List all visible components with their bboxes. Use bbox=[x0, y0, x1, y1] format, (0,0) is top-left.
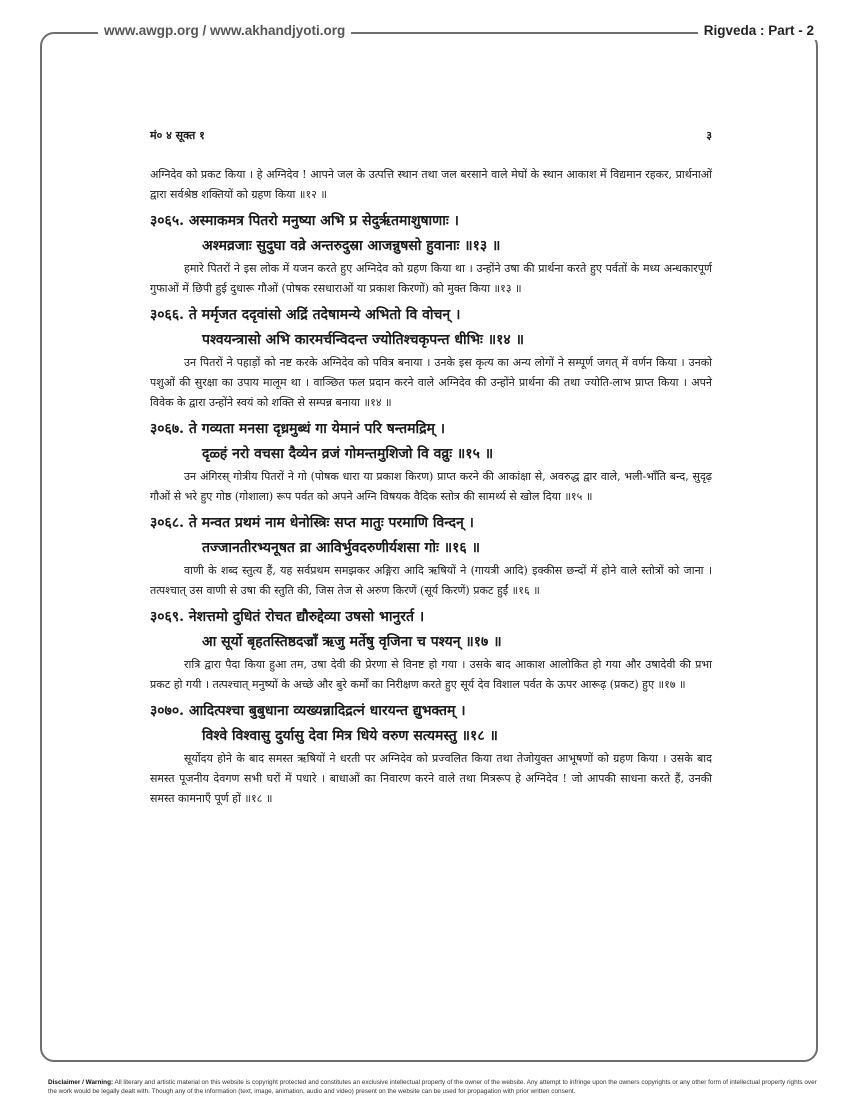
verse-line-2: अश्मव्रजाः सुदुघा वव्रे अन्तरुदुस्रा आजन्नुषसो हुवानाः ॥१३ ॥ bbox=[202, 238, 501, 254]
mandala-sukta-label: मं० ४ सूक्त १ bbox=[150, 129, 205, 142]
book-title-header: Rigveda : Part - 2 bbox=[698, 22, 820, 40]
translation-3070: सूर्योदय होने के बाद समस्त ऋषियों ने धरती पर अग्निदेव को प्रज्वलित किया तथा तेजोयुक्त आभूषणों को ग्रहण किया । उसके बाद समस्त पूजनीय देवगण सभी घरों में पधारे । बाधाओं का निवारण करने वाले तथा मित्ररूप हे अग्निदेव ! जो आपकी साधना करते हैं, उनकी समस्त कामनाएँ पूर्ण हों ॥१८ ॥ bbox=[150, 752, 712, 805]
verse-line-2: विश्वे विश्वासु दुर्यासु देवा मित्र धिये वरुण सत्यमस्तु ॥१८ ॥ bbox=[202, 728, 498, 744]
verse-line-2: दृळ्हं नरो वचसा दैव्येन व्रजं गोमन्तमुशिजो वि वव्रुः ॥१५ ॥ bbox=[202, 446, 494, 462]
verse-3069 bbox=[150, 605, 712, 655]
page-number: ३ bbox=[706, 129, 712, 142]
verse-3068 bbox=[150, 511, 712, 561]
verse-line-2: आ सूर्यो बृहतस्तिष्ठदज्राँ ऋजु मर्तेषु वृजिना च पश्यन् ॥१७ ॥ bbox=[202, 634, 502, 650]
disclaimer bbox=[48, 1078, 820, 1096]
disclaimer-text: All literary and artistic material on this website is copyright protected and constitutes an exclusive intellectual property of the owner of the website. Any attempt to infringe upon the owners copyrights or any other form of intellectual property rights over the work would be legally dealt with. Though any of the information (text, image, animation, audio and video) present on the website can be used for propagation with prior written consent. bbox=[48, 1079, 817, 1095]
translation-3069: रात्रि द्वारा पैदा किया हुआ तम, उषा देवी की प्रेरणा से विनष्ट हो गया । उसके बाद आकाश आलोकित हो गया और उषादेवी की प्रभा प्रकट हो गयी । तत्पश्चात् मनुष्यों के अच्छे और बुरे कर्मों का निरीक्षण करते हुए सूर्य देव विशाल पर्वत के ऊपर आरूढ़ (प्रकट) हुए ॥१७ ॥ bbox=[150, 658, 712, 691]
intro-paragraph: अग्निदेव को प्रकट किया । हे अग्निदेव ! आपने जल के उत्पत्ति स्थान तथा जल बरसाने वाले मेघों के स्थान आकाश में विद्यमान रहकर, प्रार्थनाओं द्वारा सर्वश्रेष्ठ शक्तियों को ग्रहण किया ॥१२ ॥ bbox=[150, 168, 712, 201]
running-head bbox=[150, 128, 712, 143]
translation-3066: उन पितरों ने पहाड़ों को नष्ट करके अग्निदेव को पवित्र बनाया । उनके इस कृत्य का अन्य लोगों ने सम्पूर्ण जगत् में वर्णन किया । उनको पशुओं की सुरक्षा का उपाय मालूम था । वाञ्छित फल प्रदान करने वाले अग्निदेव की उन्होंने प्रार्थना की तथा ज्योति-लाभ प्राप्त किया । अपने विवेक के द्वारा उन्होंने स्वयं को शक्ति से सम्पन्न बनाया ॥१४ ॥ bbox=[150, 356, 712, 409]
verse-3065 bbox=[150, 209, 712, 259]
verse-line-1: ३०६६. ते मर्मृजत ददृवांसो अद्रिं तदेषामन्ये अभितो वि वोचन् । bbox=[150, 307, 461, 323]
verse-3070 bbox=[150, 699, 712, 749]
verse-line-1: ३०६९. नेशत्तमो दुधितं रोचत द्यौरुद्देव्या उषसो भानुरर्त । bbox=[150, 609, 425, 625]
translation-3068: वाणी के शब्द स्तुत्य हैं, यह सर्वप्रथम समझकर अङ्गिरा आदि ऋषियों ने (गायत्री आदि) इक्कीस छन्दों में होने वाले स्तोत्रों को जाना । तत्पश्चात् उस वाणी से उषा की स्तुति की, जिस तेज से अरुण किरणें (सूर्य किरणें) प्रकट हुईं ॥१६ ॥ bbox=[150, 564, 712, 597]
verse-3066 bbox=[150, 303, 712, 353]
verse-line-1: ३०६५. अस्माकमत्र पितरो मनुष्या अभि प्र सेदुर्ऋतमाशुषाणाः । bbox=[150, 213, 459, 229]
translation-3065: हमारे पितरों ने इस लोक में यजन करते हुए अग्निदेव को ग्रहण किया था । उन्होंने उषा की प्रार्थना करते हुए पर्वतों के मध्य अन्धकारपूर्ण गुफाओं में छिपी हुई दुधारू गौओं (पोषक रसधाराओं या प्रकाश किरणों) को मुक्त किया ॥१३ ॥ bbox=[150, 262, 712, 295]
disclaimer-label: Disclaimer / Warning: bbox=[48, 1079, 114, 1086]
verse-line-1: ३०७०. आदित्पश्चा बुबुधाना व्यख्यन्नादिद्रत्नं धारयन्त द्युभक्तम् । bbox=[150, 703, 466, 719]
verse-line-1: ३०६८. ते मन्वत प्रथमं नाम धेनोस्त्रिः सप्त मातुः परमाणि विन्दन् । bbox=[150, 515, 474, 531]
verse-3067 bbox=[150, 417, 712, 467]
site-url-header: www.awgp.org / www.akhandjyoti.org bbox=[98, 22, 351, 40]
page-content bbox=[150, 128, 712, 809]
verse-line-2: पश्वयन्त्रासो अभि कारमर्चन्विदन्त ज्योतिश्चकृपन्त धीभिः ॥१४ ॥ bbox=[202, 332, 524, 348]
translation-3067: उन अंगिरस् गोत्रीय पितरों ने गो (पोषक धारा या प्रकाश किरण) प्राप्त करने की आकांक्षा से, अवरुद्ध द्वार वाले, भली-भाँति बन्द, सुदृढ़ गौओं से भरे हुए गोष्ठ (गोशाला) रूप पर्वत को अपने अग्नि विषयक वैदिक स्तोत्र की सामर्थ्य से खोल दिया ॥१५ ॥ bbox=[150, 470, 712, 503]
verse-line-1: ३०६७. ते गव्यता मनसा दृध्रमुब्धं गा येमानं परि षन्तमद्रिम् । bbox=[150, 421, 446, 437]
verse-line-2: तज्जानतीरभ्यनूषत व्रा आविर्भुवदरुणीर्यशसा गोः ॥१६ ॥ bbox=[202, 540, 480, 556]
